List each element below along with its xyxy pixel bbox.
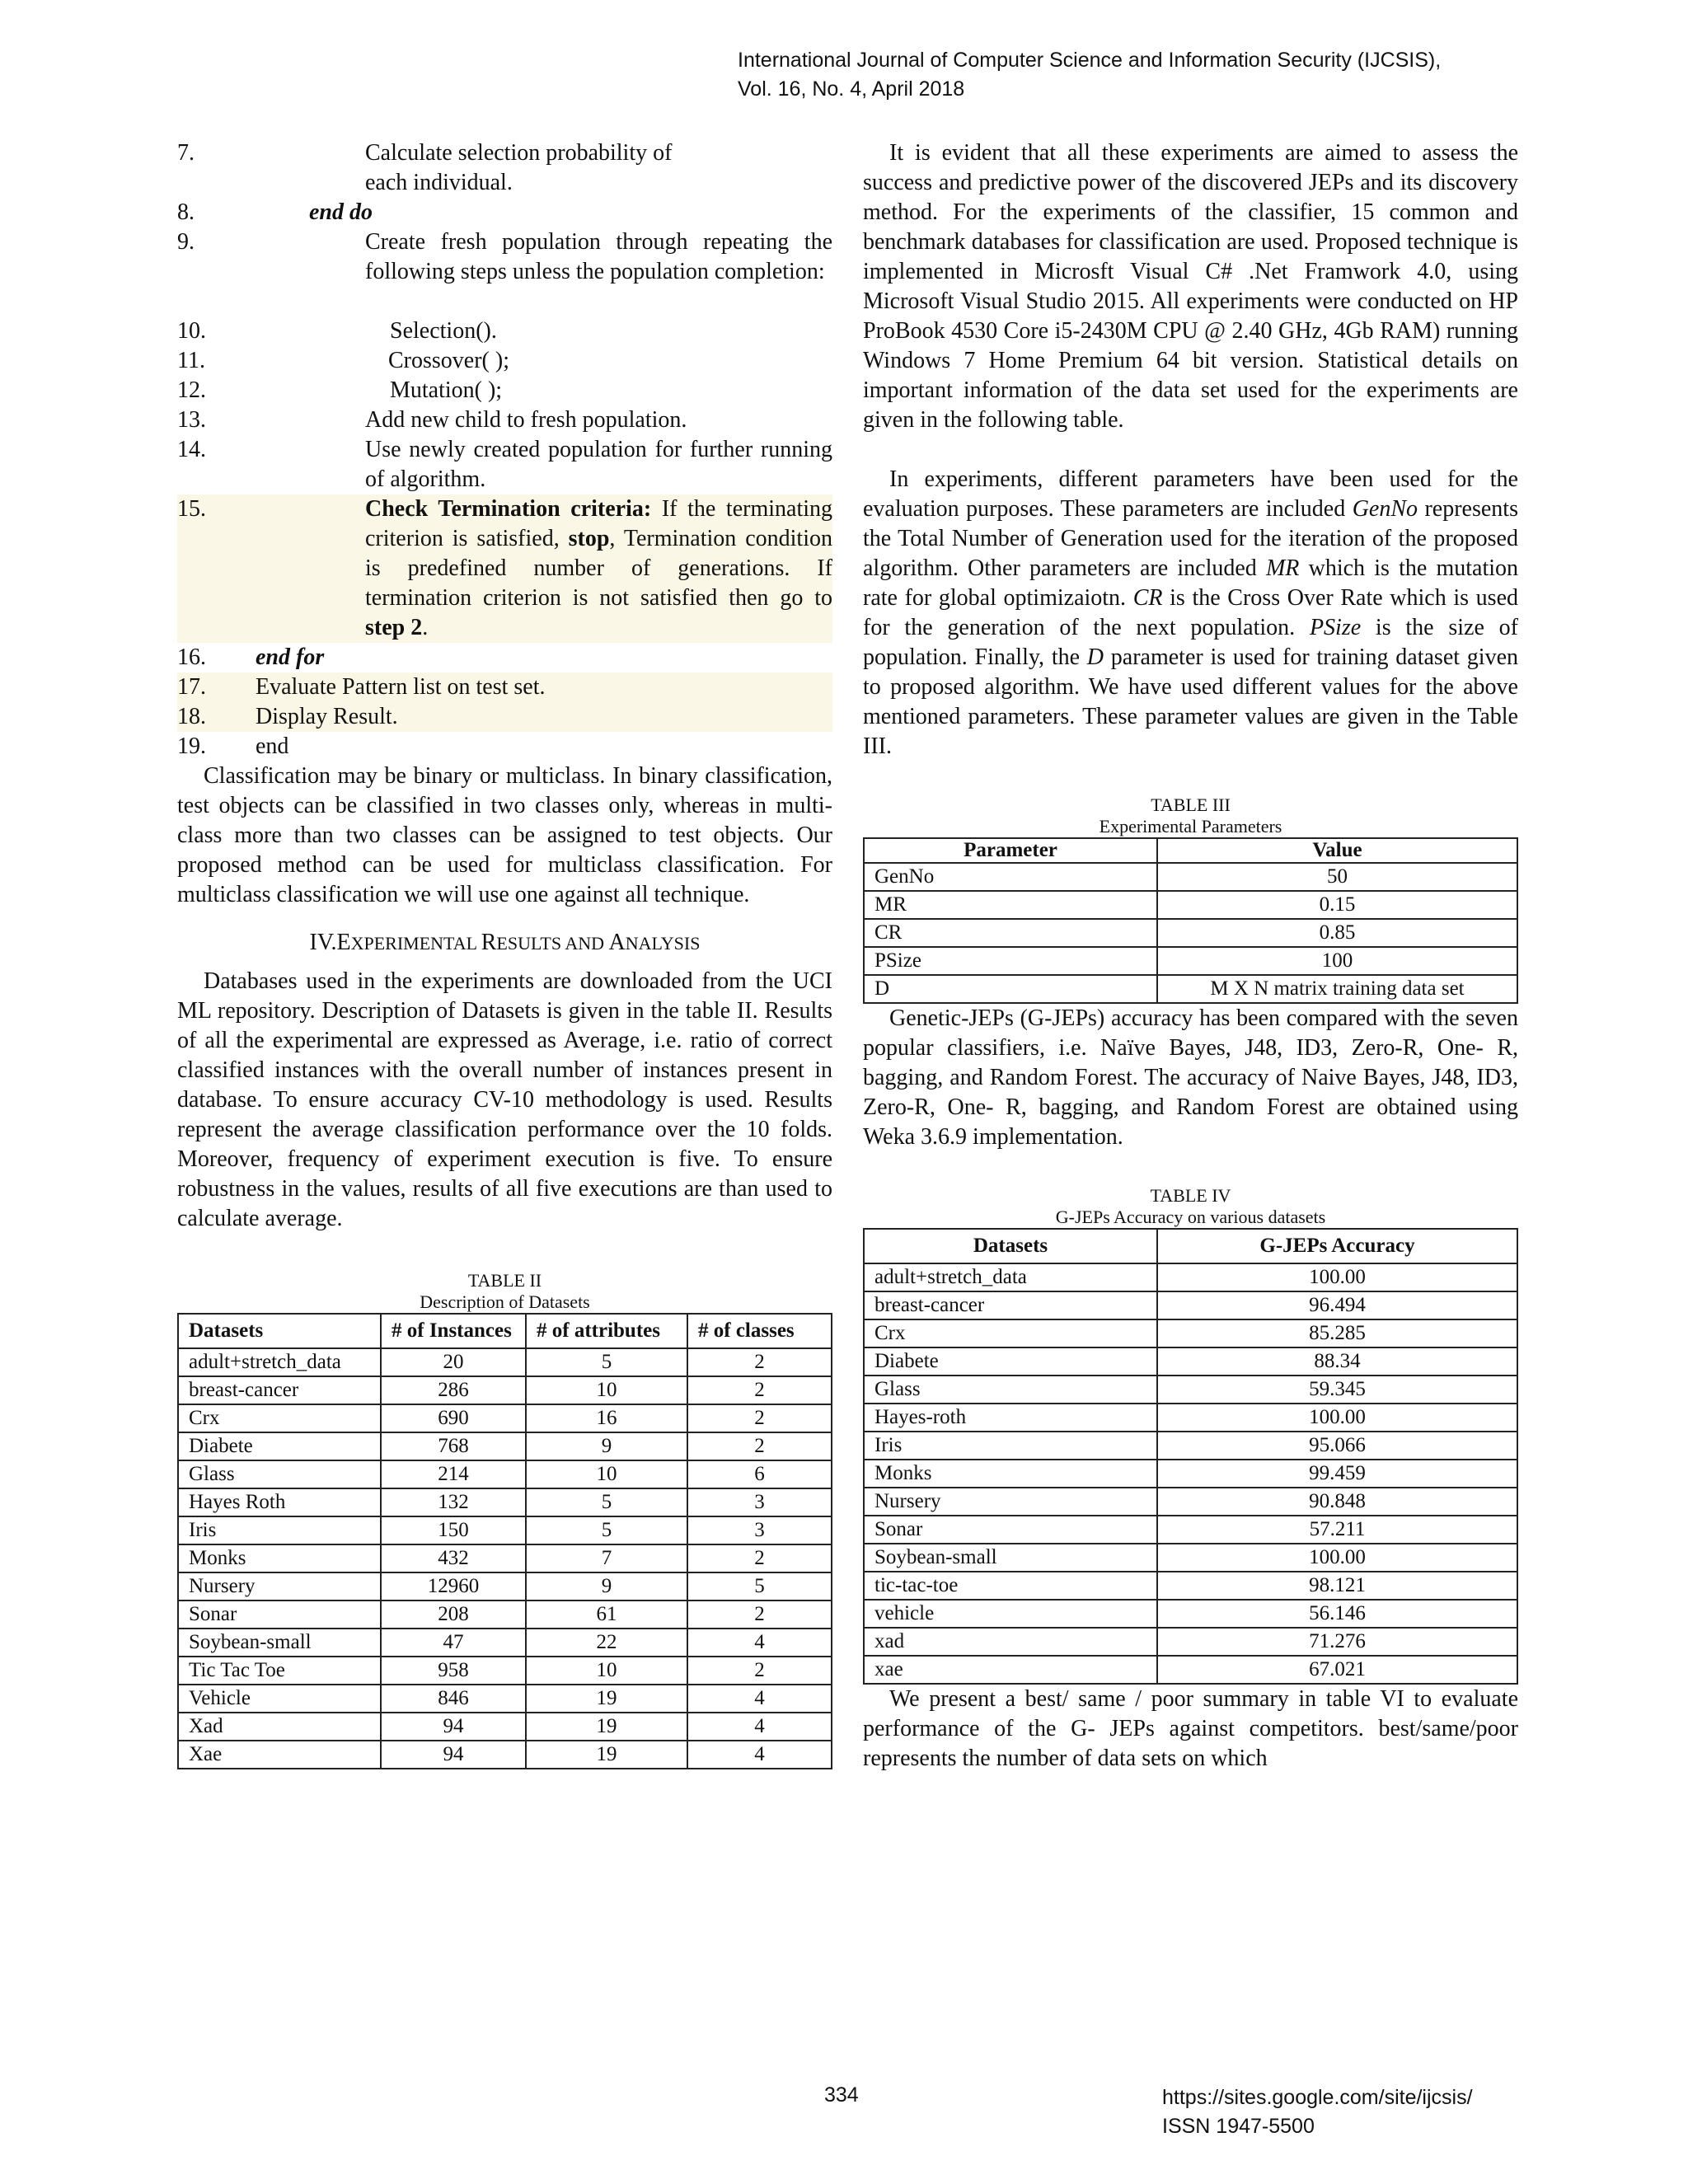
table-header-row — [864, 838, 1517, 863]
table-cell: Diabete — [864, 1347, 1157, 1376]
table-cell: 5 — [526, 1488, 687, 1516]
table-row — [864, 1572, 1517, 1600]
table-cell: 47 — [381, 1629, 526, 1657]
summary-paragraph: We present a best/ same / poor summary in table VI to evaluate performance of the G- JEPs against competitors. best/same/poor represents the number of data sets on which — [863, 1686, 1518, 1771]
table-cell: 100.00 — [1157, 1404, 1517, 1432]
table-cell: Crx — [178, 1404, 381, 1432]
table-row — [864, 891, 1517, 919]
algo-step-7: 7. Calculate selection probability of each individual. — [177, 140, 673, 195]
table-cell: GenNo — [864, 863, 1157, 891]
journal-header — [738, 46, 1441, 104]
table-row — [178, 1432, 832, 1460]
table-cell: 2 — [687, 1376, 832, 1404]
right-column — [863, 138, 1518, 1774]
table-cell: xae — [864, 1656, 1157, 1684]
table-cell: 4 — [687, 1685, 832, 1713]
table-row — [864, 919, 1517, 947]
table-cell: 690 — [381, 1404, 526, 1432]
algo-step-17: 17. Evaluate Pattern list on test set. — [177, 673, 832, 702]
table-row — [178, 1741, 832, 1769]
algo-step-16: 16. end for — [177, 644, 325, 670]
table-cell: 50 — [1157, 863, 1517, 891]
table-cell: 0.15 — [1157, 891, 1517, 919]
table-row — [864, 1600, 1517, 1628]
table-row — [864, 1628, 1517, 1656]
table-header-cell: # of Instances — [381, 1314, 526, 1348]
table-row — [178, 1657, 832, 1685]
table-row — [864, 1319, 1517, 1347]
table-cell: 16 — [526, 1404, 687, 1432]
classification-paragraph: Classification may be binary or multiclass. In binary classification, test objects can be classified in two classes only, whereas in multi-class more than two classes can be assigned to test objects. Our proposed method can be used for multiclass classification. For multiclass classification we will use one against all technique. — [177, 763, 832, 907]
table3-label: TABLE III — [1151, 794, 1231, 815]
table-row — [864, 1656, 1517, 1684]
table-header-cell: # of classes — [687, 1314, 832, 1348]
table-cell: Monks — [864, 1460, 1157, 1488]
table3-body — [864, 863, 1517, 1003]
table-cell: Iris — [178, 1516, 381, 1544]
algo-step-9: 9. Create fresh population through repeating the following steps unless the population completion: — [177, 229, 832, 284]
table2-label: TABLE II — [467, 1270, 542, 1291]
table-cell: 94 — [381, 1741, 526, 1769]
table-cell: M X N matrix training data set — [1157, 975, 1517, 1003]
table-row — [178, 1601, 832, 1629]
footer-info — [1162, 2083, 1473, 2141]
comparison-paragraph: Genetic-JEPs (G-JEPs) accuracy has been compared with the seven popular classifiers, i.e. Naïve Bayes, J48, ID3, Zero-R, One- R, bagging, and Random Forest. The accuracy of Naive Bayes, J48, ID3, Zero-R, One- R, bagging, and Random Forest are obtained using Weka 3.6.9 implementation. — [863, 1005, 1518, 1150]
parameters-paragraph: In experiments, different parameters have been used for the evaluation purposes. These parameters are included GenNo represents the Total Number of Generation used for the iteration of the proposed algorithm. Other parameters are included MR which is the mutation rate for global optimizaiotn. CR is the Cross Over Rate which is used for the generation of the next population. PSize is the size of population. Finally, the D parameter is used for training dataset given to proposed algorithm. We have used different values for the above mentioned parameters. These parameter values are given in the Table III. — [863, 466, 1519, 759]
table-cell: 432 — [381, 1544, 526, 1572]
table-row — [864, 1291, 1517, 1319]
section-heading: IV.EXPERIMENTAL RESULTS AND ANALYSIS — [309, 930, 701, 955]
table-cell: 5 — [687, 1572, 832, 1601]
table2-caption: Description of Datasets — [420, 1291, 590, 1312]
algo-step-12: 12. Mutation( ); — [177, 377, 503, 403]
table-cell: 100.00 — [1157, 1263, 1517, 1291]
table-row — [864, 947, 1517, 975]
table-cell: 85.285 — [1157, 1319, 1517, 1347]
table-cell: Hayes-roth — [864, 1404, 1157, 1432]
table-row — [864, 1347, 1517, 1376]
table-cell: Glass — [178, 1460, 381, 1488]
table-cell: 6 — [687, 1460, 832, 1488]
table-row — [864, 1432, 1517, 1460]
table-row — [864, 863, 1517, 891]
table-cell: 3 — [687, 1516, 832, 1544]
issn: ISSN 1947-5500 — [1162, 2115, 1315, 2138]
table-cell: Crx — [864, 1319, 1157, 1347]
table-cell: Tic Tac Toe — [178, 1657, 381, 1685]
table-header-cell: # of attributes — [526, 1314, 687, 1348]
table-cell: Sonar — [178, 1601, 381, 1629]
table-cell: 0.85 — [1157, 919, 1517, 947]
table4-caption: G-JEPs Accuracy on various datasets — [1055, 1207, 1326, 1227]
table2 — [177, 1313, 832, 1769]
table-cell: 19 — [526, 1685, 687, 1713]
table-cell: D — [864, 975, 1157, 1003]
table-cell: Xad — [178, 1713, 381, 1741]
algo-step-18: 18. Display Result. — [177, 702, 832, 732]
table-row — [864, 1404, 1517, 1432]
table-cell: 846 — [381, 1685, 526, 1713]
table-cell: 95.066 — [1157, 1432, 1517, 1460]
algo-step-8: 8. end do — [177, 199, 373, 225]
table4-body — [864, 1263, 1517, 1684]
table-cell: 2 — [687, 1601, 832, 1629]
table-row — [178, 1348, 832, 1376]
table-cell: 10 — [526, 1460, 687, 1488]
algo-step-14: 14. Use newly created population for further running of algorithm. — [177, 437, 832, 492]
table-header-cell: Datasets — [178, 1314, 381, 1348]
table-cell: 20 — [381, 1348, 526, 1376]
table-cell: Nursery — [178, 1572, 381, 1601]
table-cell: 132 — [381, 1488, 526, 1516]
table-row — [864, 1263, 1517, 1291]
algo-step-13: 13. Add new child to fresh population. — [177, 407, 687, 433]
table-cell: 71.276 — [1157, 1628, 1517, 1656]
algo-step-11: 11. Crossover( ); — [177, 348, 509, 373]
left-column — [177, 138, 832, 1769]
table-cell: 214 — [381, 1460, 526, 1488]
table-cell: Glass — [864, 1376, 1157, 1404]
table-header-cell: Datasets — [864, 1229, 1157, 1263]
experiments-paragraph: It is evident that all these experiments are aimed to assess the success and predictive power of the discovered JEPs and its discovery method. For the experiments of the classifier, 15 common and benchmark databases for classification are used. Proposed technique is implemented in Microsft Visual C# .Net Framwork 4.0, using Microsoft Visual Studio 2015. All experiments were conducted on HP ProBook 4530 Core i5-2430M CPU @ 2.40 GHz, 4Gb RAM) running Windows 7 Home Premium 64 bit version. Statistical details on important information of the data set used for the experiments are given in the following table. — [863, 140, 1518, 433]
table-row — [178, 1629, 832, 1657]
table-row — [178, 1685, 832, 1713]
table3-caption: Experimental Parameters — [1099, 816, 1282, 837]
table-cell: 19 — [526, 1713, 687, 1741]
table-header-cell: G-JEPs Accuracy — [1157, 1229, 1517, 1263]
table-header-row — [178, 1314, 832, 1348]
table-cell: 99.459 — [1157, 1460, 1517, 1488]
table-cell: tic-tac-toe — [864, 1572, 1157, 1600]
table-row — [864, 1488, 1517, 1516]
table-cell: 5 — [526, 1516, 687, 1544]
table-cell: 958 — [381, 1657, 526, 1685]
table-row — [864, 1376, 1517, 1404]
table-row — [178, 1516, 832, 1544]
table-cell: 4 — [687, 1713, 832, 1741]
table-cell: vehicle — [864, 1600, 1157, 1628]
table-cell: MR — [864, 891, 1157, 919]
table-cell: 88.34 — [1157, 1347, 1517, 1376]
table-cell: PSize — [864, 947, 1157, 975]
table-cell: 98.121 — [1157, 1572, 1517, 1600]
table-row — [864, 975, 1517, 1003]
journal-title: International Journal of Computer Science and Information Security (IJCSIS), — [738, 49, 1442, 72]
table3 — [863, 837, 1518, 1004]
table-cell: 7 — [526, 1544, 687, 1572]
table-row — [178, 1376, 832, 1404]
table-cell: 2 — [687, 1432, 832, 1460]
table-cell: 208 — [381, 1601, 526, 1629]
table-cell: 100 — [1157, 947, 1517, 975]
table-row — [864, 1544, 1517, 1572]
table-header-cell: Parameter — [864, 838, 1157, 863]
table-cell: 57.211 — [1157, 1516, 1517, 1544]
table-row — [178, 1544, 832, 1572]
table-cell: Sonar — [864, 1516, 1157, 1544]
journal-url: https://sites.google.com/site/ijcsis/ — [1162, 2086, 1473, 2109]
table-row — [178, 1488, 832, 1516]
table-cell: 96.494 — [1157, 1291, 1517, 1319]
table-cell: Monks — [178, 1544, 381, 1572]
table-cell: 4 — [687, 1741, 832, 1769]
table-cell: 9 — [526, 1432, 687, 1460]
table-cell: 10 — [526, 1376, 687, 1404]
table-cell: Vehicle — [178, 1685, 381, 1713]
journal-volume: Vol. 16, No. 4, April 2018 — [738, 77, 965, 101]
table-cell: 67.021 — [1157, 1656, 1517, 1684]
table-cell: 5 — [526, 1348, 687, 1376]
table-cell: 12960 — [381, 1572, 526, 1601]
table-cell: adult+stretch_data — [178, 1348, 381, 1376]
table-cell: 150 — [381, 1516, 526, 1544]
table-cell: 4 — [687, 1629, 832, 1657]
table-cell: Soybean-small — [864, 1544, 1157, 1572]
table-row — [864, 1516, 1517, 1544]
table-cell: 56.146 — [1157, 1600, 1517, 1628]
table-header-cell: Value — [1157, 838, 1517, 863]
table-cell: 286 — [381, 1376, 526, 1404]
page-number: 334 — [824, 2083, 859, 2107]
table-cell: 3 — [687, 1488, 832, 1516]
table-cell: breast-cancer — [178, 1376, 381, 1404]
table-cell: Soybean-small — [178, 1629, 381, 1657]
table-cell: 2 — [687, 1404, 832, 1432]
table-row — [178, 1572, 832, 1601]
table-cell: Nursery — [864, 1488, 1157, 1516]
table-cell: breast-cancer — [864, 1291, 1157, 1319]
table-cell: 100.00 — [1157, 1544, 1517, 1572]
table-cell: adult+stretch_data — [864, 1263, 1157, 1291]
algo-step-10: 10. Selection(). — [177, 318, 497, 344]
table-cell: xad — [864, 1628, 1157, 1656]
table2-body — [178, 1348, 832, 1769]
table-row — [178, 1404, 832, 1432]
table-cell: 768 — [381, 1432, 526, 1460]
table-cell: 94 — [381, 1713, 526, 1741]
table-cell: 22 — [526, 1629, 687, 1657]
datasets-paragraph: Databases used in the experiments are downloaded from the UCI ML repository. Description of Datasets is given in the table II. Results of all the experimental are expressed as Average, i.e. ratio of correct classified instances with the overall number of instances present in database. To ensure accuracy CV-10 methodology is used. Results represent the average classification performance over the 10 folds. Moreover, frequency of experiment execution is five. To ensure robustness in the values, results of all five executions are than used to calculate average. — [177, 968, 832, 1231]
table-cell: 10 — [526, 1657, 687, 1685]
table-cell: 61 — [526, 1601, 687, 1629]
table4-label: TABLE IV — [1150, 1185, 1231, 1206]
table-cell: 2 — [687, 1657, 832, 1685]
table-row — [178, 1460, 832, 1488]
table-cell: 2 — [687, 1544, 832, 1572]
table4 — [863, 1228, 1518, 1685]
table-cell: Xae — [178, 1741, 381, 1769]
table-cell: Diabete — [178, 1432, 381, 1460]
table-row — [864, 1460, 1517, 1488]
table-cell: Hayes Roth — [178, 1488, 381, 1516]
algorithm-listing — [177, 138, 832, 762]
table-cell: 59.345 — [1157, 1376, 1517, 1404]
table-cell: 19 — [526, 1741, 687, 1769]
table-cell: 90.848 — [1157, 1488, 1517, 1516]
table-cell: 9 — [526, 1572, 687, 1601]
table-row — [178, 1713, 832, 1741]
table-cell: CR — [864, 919, 1157, 947]
table-cell: 2 — [687, 1348, 832, 1376]
table-cell: Iris — [864, 1432, 1157, 1460]
algo-step-15: 15. Check Termination criteria: If the terminating criterion is satisfied, stop, Termination condition is predefined number of generations. If termination criterion is not satisfied then go to step 2. — [177, 494, 832, 643]
table-header-row — [864, 1229, 1517, 1263]
algo-step-19: 19. end — [177, 733, 289, 759]
